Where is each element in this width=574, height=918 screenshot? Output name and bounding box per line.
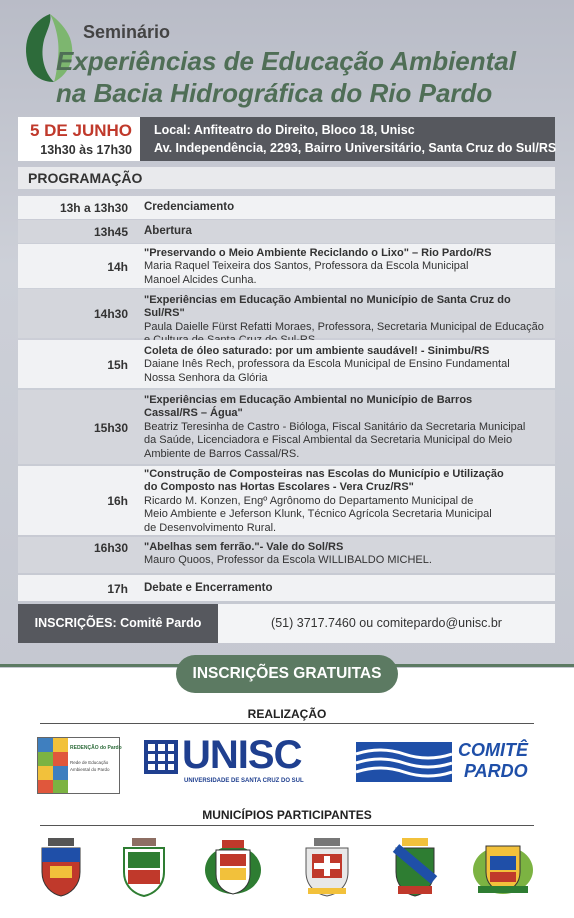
contact-info: (51) 3717.7460 ou comitepardo@unisc.br — [271, 616, 502, 630]
realizacao-title: REALIZAÇÃO — [247, 707, 327, 721]
redencao-mosaic-icon — [38, 738, 68, 793]
program-talk-title: "Experiências em Educação Ambiental no Município de Santa Cruz do Sul/RS" — [144, 294, 511, 320]
unisc-logo — [144, 733, 334, 789]
program-talk-title: Coleta de óleo saturado: por um ambiente saudável! - Sinimbu/RS — [144, 345, 490, 357]
program-desc-line: Maria Raquel Teixeira dos Santos, Professora da Escola Municipal — [144, 260, 469, 273]
unisc-grid-icon — [144, 740, 178, 774]
program-heading — [18, 167, 555, 189]
municipios-rule — [40, 825, 534, 826]
program-desc-line: Credenciamento — [144, 201, 235, 213]
program-talk-title: "Experiências em Educação Ambiental no Município de Barros — [144, 394, 473, 406]
event-title-line2: na Bacia Hidrográfica do Rio Pardo — [56, 78, 493, 108]
program-desc-line: Meio Ambiente e Jeferson Klunk, Técnico Agrícola Secretaria Municipal — [144, 508, 492, 521]
program-desc-line: Beatriz Teresinha de Castro - Bióloga, Fiscal Sanitário da Secretaria Municipal — [144, 420, 526, 433]
program-row — [18, 340, 555, 388]
program-talk-title: do Composto nas Hortas Escolares - Vera Cruz/RS" — [144, 481, 414, 494]
location-line2: Av. Independência, 2293, Bairro Universitário, Santa Cruz do Sul/RS — [154, 141, 557, 155]
location-panel — [140, 117, 555, 161]
municipal-crest-icon — [202, 836, 264, 898]
redencao-sub2: Ambiental do Pardo — [70, 767, 110, 772]
program-time: 13h a 13h30 — [59, 201, 128, 215]
redencao-sub1: Rede de Educação — [70, 760, 109, 765]
program-talk-title: "Abelhas sem ferrão."- Vale do Sol/RS — [144, 541, 344, 553]
event-hours: 13h30 às 17h30 — [40, 143, 132, 157]
realizacao-rule — [40, 723, 534, 724]
contact-panel — [218, 604, 555, 643]
program-title: PROGRAMAÇÃO — [28, 170, 143, 186]
program-desc-line: Paula Daielle Fürst Refatti Moraes, Professora, Secretaria Municipal de Educação — [144, 320, 544, 333]
redencao-title: REDENÇÃO do Pardo — [70, 745, 122, 751]
program-time: 14h30 — [93, 307, 128, 321]
event-date: 5 DE JUNHO — [29, 121, 132, 140]
program-talk-title: Cassal/RS – Água" — [144, 407, 243, 420]
municipios-title: MUNICÍPIOS PARTICIPANTES — [202, 808, 372, 822]
program-time: 15h — [107, 358, 128, 372]
program-row — [18, 537, 555, 573]
program-talk-title: "Construção de Composteiras nas Escolas do Município e Utilização — [144, 468, 504, 480]
municipal-crest-icon — [298, 836, 356, 898]
municipal-crest-icon — [36, 836, 86, 898]
free-registration-text: INSCRIÇÕES GRATUITAS — [192, 665, 382, 682]
comite-waves-icon — [356, 742, 452, 782]
registration-label: INSCRIÇÕES: Comitê Pardo — [34, 616, 202, 630]
program-row — [18, 466, 555, 535]
redencao-logo — [37, 737, 120, 794]
program-desc-line: da Saúde, Licenciadora e Fiscal Ambiental da Secretaria Municipal do Meio — [144, 434, 513, 447]
program-row — [18, 289, 555, 338]
program-desc-line: de Desenvolvimento Rural. — [144, 521, 277, 534]
program-desc-line: Daiane Inês Rech, professora da Escola Municipal de Ensino Fundamental — [144, 358, 510, 371]
free-registration-badge — [176, 655, 398, 693]
program-desc-line: Nossa Senhora da Glória — [144, 371, 268, 384]
program-desc-line: Abertura — [144, 225, 192, 237]
event-kicker: Seminário — [83, 22, 171, 42]
unisc-wordmark: UNISC — [182, 733, 302, 777]
municipal-crest-icon — [470, 836, 536, 898]
program-time: 13h45 — [93, 225, 128, 239]
date-panel — [18, 117, 140, 161]
municipal-crest-icon — [390, 836, 440, 898]
program-desc-line: Mauro Quoos, Professor da Escola WILLIBALDO MICHEL. — [144, 554, 432, 567]
program-row — [18, 575, 555, 601]
program-time: 17h — [107, 582, 128, 596]
program-desc-line: Debate e Encerramento — [144, 582, 273, 594]
comite-word1: COMITÊ — [458, 740, 528, 760]
unisc-subtitle: UNIVERSIDADE DE SANTA CRUZ DO SUL — [184, 778, 304, 784]
program-time: 16h30 — [93, 541, 128, 555]
municipal-crest-icon — [118, 836, 170, 898]
program-talk-title: "Preservando o Meio Ambiente Reciclando o Lixo" – Rio Pardo/RS — [144, 247, 492, 259]
comite-pardo-logo — [356, 740, 540, 784]
registration-panel — [18, 604, 218, 643]
event-title-line1: Experiências de Educação Ambiental — [56, 46, 516, 76]
program-row — [18, 244, 555, 288]
program-row — [18, 390, 555, 464]
comite-word2: PARDO — [464, 761, 528, 781]
program-time: 15h30 — [93, 421, 128, 435]
program-desc-line: Ambiente de Barros Cassal/RS. — [144, 447, 300, 460]
program-time: 14h — [107, 260, 128, 274]
location-line1: Local: Anfiteatro do Direito, Bloco 18, Unisc — [154, 123, 415, 137]
program-desc-line: Ricardo M. Konzen, Engº Agrônomo do Departamento Municipal de — [144, 494, 474, 507]
program-desc-line: Manoel Alcides Cunha. — [144, 273, 257, 286]
program-row — [18, 220, 555, 243]
program-time: 16h — [107, 494, 128, 508]
program-row — [18, 196, 555, 219]
